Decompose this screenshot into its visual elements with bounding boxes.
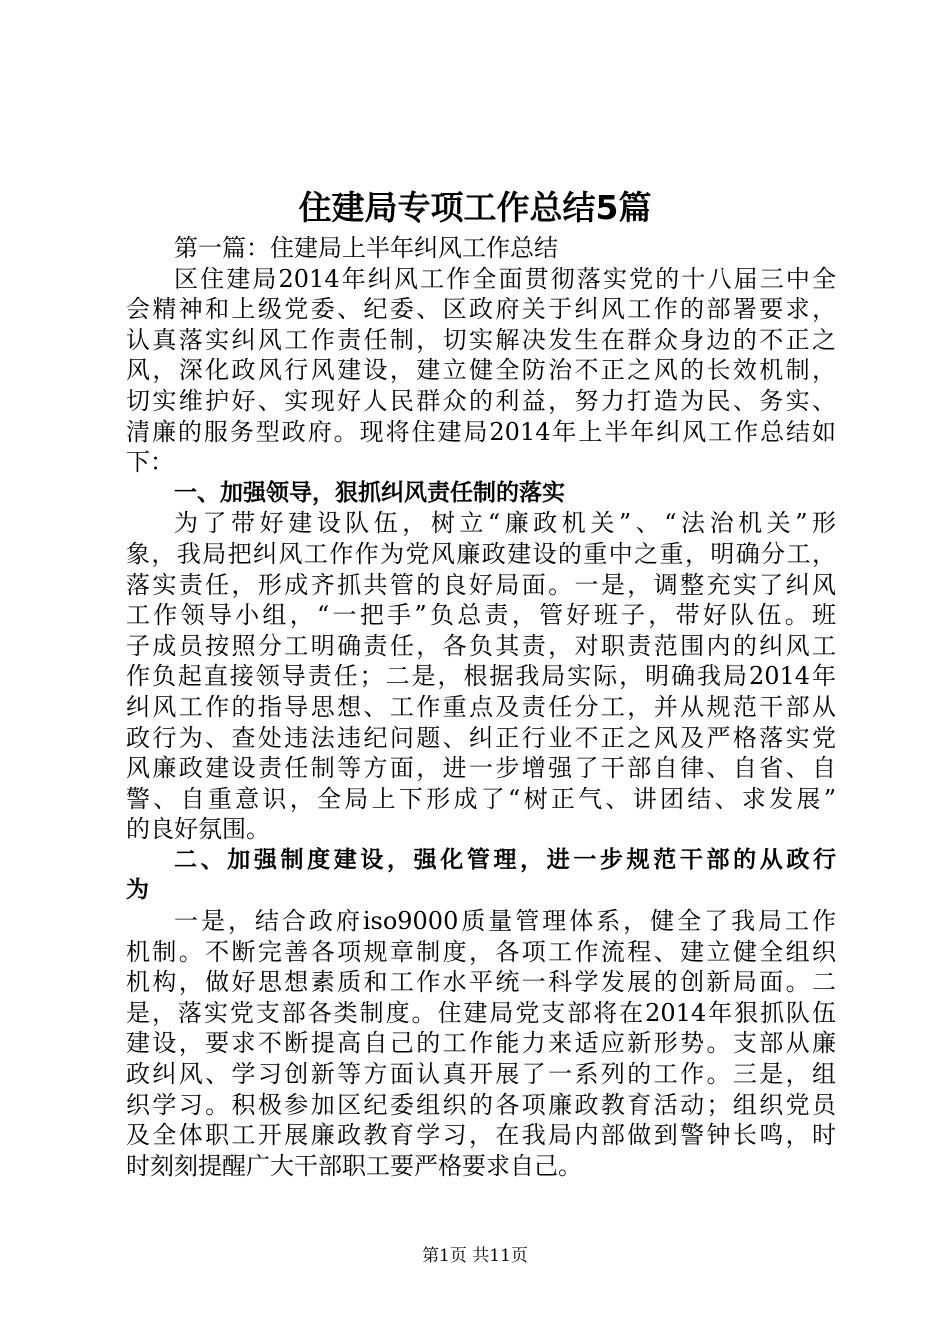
text-line: 机构，做好思想素质和工作水平统一科学发展的创新局面。二	[126, 968, 836, 997]
text-line: 认真落实纠风工作责任制，切实解决发生在群众身边的不正之	[126, 325, 836, 354]
section-heading: 为	[126, 877, 149, 904]
section-heading: 二、加强制度建设，强化管理，进一步规范干部的从政行	[174, 846, 836, 873]
document-body	[126, 233, 836, 1181]
text-line: 建设，要求不断提高自己的工作能力来适应新形势。支部从廉	[126, 1029, 836, 1058]
text-line: 时刻刻提醒广大干部职工要严格要求自己。	[126, 1151, 582, 1180]
document-title: 住建局专项工作总结5篇	[298, 188, 652, 227]
text-line: 象，我局把纠风工作作为党风廉政建设的重中之重，明确分工，	[126, 539, 836, 568]
text-line: 的良好氛围。	[126, 815, 270, 844]
text-line: 是，落实党支部各类制度。住建局党支部将在2014年狠抓队伍	[126, 998, 836, 1027]
text-line: 机制。不断完善各项规章制度，各项工作流程、建立健全组织	[126, 937, 836, 966]
text-line: 落实责任，形成齐抓共管的良好局面。一是，调整充实了纠风	[126, 570, 836, 599]
page-footer: 第1页 共11页	[422, 1246, 528, 1266]
text-line: 切实维护好、实现好人民群众的利益，努力打造为民、务实、	[126, 386, 836, 415]
text-line: 警、自重意识，全局上下形成了“树正气、讲团结、求发展”	[126, 784, 836, 813]
text-line: 政行为、查处违法违纪问题、纠正行业不正之风及严格落实党	[126, 723, 836, 752]
section-heading: 一、加强领导，狠抓纠风责任制的落实	[174, 479, 565, 506]
text-line: 纠风工作的指导思想、工作重点及责任分工，并从规范干部从	[126, 692, 836, 721]
text-line: 为了带好建设队伍，树立“廉政机关”、“法治机关”形	[174, 509, 836, 538]
text-line: 风，深化政风行风建设，建立健全防治不正之风的长效机制，	[126, 356, 836, 385]
text-line: 风廉政建设责任制等方面，进一步增强了干部自律、自省、自	[126, 754, 836, 783]
text-line: 子成员按照分工明确责任，各负其责，对职责范围内的纠风工	[126, 631, 836, 660]
text-line: 作负起直接领导责任；二是，根据我局实际，明确我局2014年	[126, 662, 836, 691]
text-line: 政纠风、学习创新等方面认真开展了一系列的工作。三是，组	[126, 1060, 836, 1089]
text-line: 及全体职工开展廉政教育学习，在我局内部做到警钟长鸣，时	[126, 1121, 836, 1150]
text-line: 第一篇：住建局上半年纠风工作总结	[174, 234, 558, 262]
text-line: 会精神和上级党委、纪委、区政府关于纠风工作的部署要求，	[126, 295, 836, 324]
text-line: 下：	[126, 448, 174, 477]
text-line: 区住建局2014年纠风工作全面贯彻落实党的十八届三中全	[174, 264, 836, 293]
text-line: 清廉的服务型政府。现将住建局2014年上半年纠风工作总结如	[126, 417, 836, 446]
text-line: 织学习。积极参加区纪委组织的各项廉政教育活动；组织党员	[126, 1090, 836, 1119]
text-line: 一是，结合政府iso9000质量管理体系，健全了我局工作	[174, 907, 836, 936]
text-line: 工作领导小组，“一把手”负总责，管好班子，带好队伍。班	[126, 601, 836, 630]
